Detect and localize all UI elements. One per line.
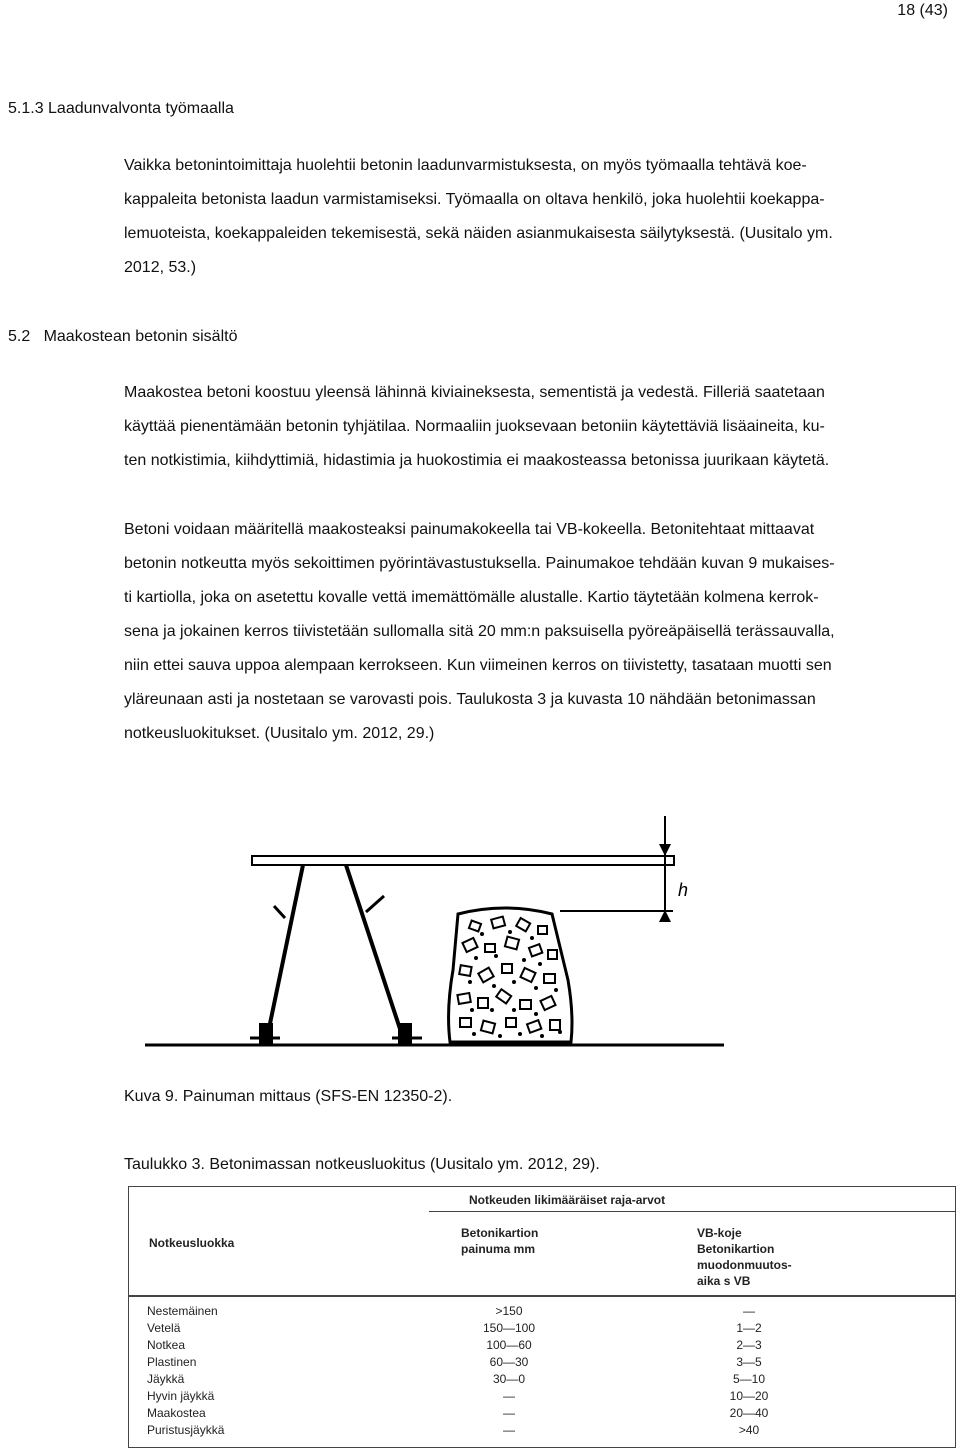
text-line: Betoni voidaan määritellä maakosteaksi painumakokeella tai VB-kokeella. Betonitehtaat mittaavat — [124, 521, 815, 538]
cone-right-side — [346, 865, 403, 1038]
col-header-line: Betonikartion — [697, 1242, 775, 1256]
cell-vb: 20—40 — [729, 1406, 769, 1420]
table-row — [129, 1371, 955, 1388]
table-caption: Taulukko 3. Betonimassan notkeusluokitus (Uusitalo ym. 2012, 29). — [124, 1156, 600, 1173]
cone-left-side — [267, 865, 303, 1038]
cone-foot-left — [259, 1023, 273, 1045]
text-line: betonin notkeutta myös sekoittimen pyörintävastustuksella. Painumakoe tehdään kuvan 9 mukaises- — [124, 555, 835, 572]
col-header-line: VB-koje — [697, 1226, 742, 1240]
cell-slump: 150—100 — [482, 1321, 536, 1335]
text-line: Maakostea betoni koostuu yleensä lähinnä kiviaineksesta, sementistä ja vedestä. Filleriä saatetaan — [124, 384, 825, 401]
col-header-vb — [697, 1225, 792, 1289]
cell-slump: 100—60 — [486, 1338, 532, 1352]
cell-vb: 1—2 — [736, 1321, 762, 1335]
section-heading-5-1-3: 5.1.3 Laadunvalvonta työmaalla — [8, 100, 234, 117]
col-header-slump — [461, 1225, 538, 1257]
table-row — [129, 1303, 955, 1320]
cell-class: Maakostea — [147, 1406, 206, 1420]
cell-vb: 3—5 — [736, 1355, 762, 1369]
group-header-rule — [429, 1211, 955, 1212]
dimension-arrow-top — [659, 844, 671, 856]
text-line: lemuoteista, koekappaleiden tekemisestä, sekä näiden asianmukaisesta säilytyksestä. (Uusitalo ym. — [124, 225, 833, 242]
col-header-class: Notkeusluokka — [149, 1236, 235, 1250]
header-separator — [129, 1295, 955, 1297]
text-line: ten notkistimia, kiihdyttimiä, hidastimia ja huokostimia ei maakosteassa betonissa juurikaan käytetä. — [124, 452, 830, 469]
table-row — [129, 1337, 955, 1354]
cell-vb: >40 — [738, 1423, 760, 1437]
cell-vb: 5—10 — [732, 1372, 766, 1386]
cell-class: Jäykkä — [147, 1372, 185, 1386]
cell-class: Puristusjäykkä — [147, 1423, 225, 1437]
cell-class: Hyvin jäykkä — [147, 1389, 215, 1403]
page-number: 18 (43) — [897, 2, 948, 19]
cell-vb: 10—20 — [729, 1389, 769, 1403]
figure-caption: Kuva 9. Painuman mittaus (SFS-EN 12350-2). — [124, 1088, 453, 1105]
slump-test-figure — [140, 810, 730, 1055]
cell-slump: 30—0 — [492, 1372, 526, 1386]
paragraph-quality-control — [124, 149, 960, 285]
cell-slump: >150 — [495, 1304, 523, 1318]
h-label: h — [678, 880, 689, 900]
text-line: käyttää pienentämään betonin tyhjätilaa. Normaaliin juoksevaan betoniin käytettäviä lisäaineita, ku- — [124, 418, 825, 435]
table-row — [129, 1422, 955, 1439]
text-line: ti kartiolla, joka on asetettu kovalle vettä imemättömälle alustalle. Kartio täytetään kolmena kerrok- — [124, 589, 819, 606]
cell-class: Notkea — [147, 1338, 186, 1352]
top-plate — [252, 856, 674, 865]
table-group-header: Notkeuden likimääräiset raja-arvot — [469, 1193, 666, 1207]
paragraph-slump-test — [124, 513, 960, 751]
text-line: notkeusluokitukset. (Uusitalo ym. 2012, 29.) — [124, 725, 435, 742]
col-header-line: muodonmuutos- — [697, 1258, 792, 1272]
table-row — [129, 1354, 955, 1371]
cell-vb: 2—3 — [736, 1338, 762, 1352]
text-line: yläreunaan asti ja nostetaan se varovasti pois. Taulukosta 3 ja kuvasta 10 nähdään betonimassan — [124, 691, 816, 708]
consistency-table — [128, 1186, 956, 1448]
text-line: Vaikka betonintoimittaja huolehtii betonin laadunvarmistuksesta, on myös työmaalla tehtävä koe- — [124, 157, 807, 174]
table-body — [129, 1303, 955, 1439]
cell-slump: — — [503, 1423, 515, 1437]
cone-left-handle — [274, 906, 285, 918]
cell-vb: — — [743, 1304, 755, 1318]
cone-right-handle — [366, 896, 384, 912]
text-line: kappaleita betonista laadun varmistamiseksi. Työmaalla on oltava henkilö, joka huolehtii koekappa- — [124, 191, 825, 208]
cell-slump: 60—30 — [489, 1355, 529, 1369]
table-row — [129, 1405, 955, 1422]
paragraph-composition — [124, 376, 960, 478]
col-header-line: aika s VB — [697, 1274, 751, 1288]
cell-slump: — — [503, 1406, 515, 1420]
col-header-line: Betonikartion — [461, 1226, 539, 1240]
table-row — [129, 1388, 955, 1405]
text-line: niin ettei sauva uppoa alempaan kerrokseen. Kun viimeinen kerros on tiivistetty, tasataan muotti sen — [124, 657, 832, 674]
cell-slump: — — [503, 1389, 515, 1403]
col-header-line: painuma mm — [461, 1242, 536, 1256]
cell-class: Plastinen — [147, 1355, 197, 1369]
text-line: 2012, 53.) — [124, 259, 197, 276]
cone-foot-right — [398, 1023, 412, 1045]
section-heading-5-2: 5.2 Maakostean betonin sisältö — [8, 328, 238, 345]
table-row — [129, 1320, 955, 1337]
text-line: sena ja jokainen kerros tiivistetään sullomalla sitä 20 mm:n paksuisella pyöreäpäisellä terässauvalla, — [124, 623, 835, 640]
cell-class: Nestemäinen — [147, 1304, 218, 1318]
cell-class: Vetelä — [147, 1321, 181, 1335]
